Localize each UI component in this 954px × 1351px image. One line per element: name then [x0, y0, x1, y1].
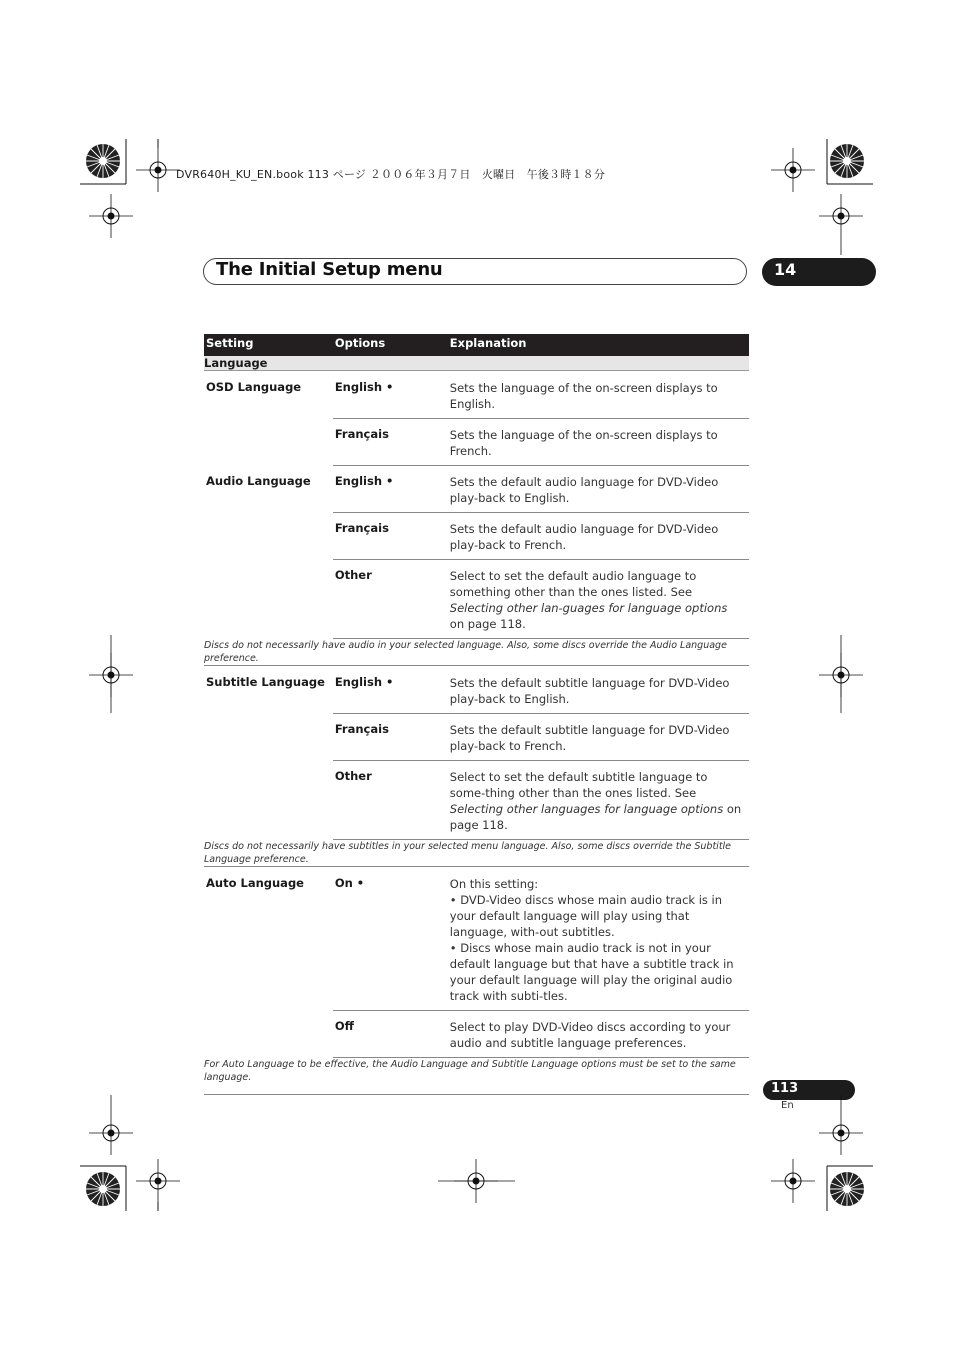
registration-mark: [771, 148, 815, 192]
setting-osd-language: OSD Language: [206, 380, 302, 394]
explanation-cell: Sets the default audio language for DVD-Video play-back to English.: [448, 466, 749, 513]
option-cell: English •: [333, 466, 448, 513]
chapter-number: 14: [774, 260, 797, 279]
option-cell: English •: [333, 666, 448, 714]
setting-audio-language: Audio Language: [206, 473, 311, 488]
registration-mark: [136, 1159, 180, 1203]
option-cell: Français: [333, 419, 448, 466]
print-book-info: DVR640H_KU_EN.book 113 ページ ２００６年３月７日 火曜日 午後３時１８分: [176, 168, 606, 181]
column-header-options: Options: [334, 336, 386, 350]
section-label: Language: [204, 356, 749, 371]
explanation-cell: Sets the default subtitle language for DVD-Video play-back to French.: [448, 714, 749, 761]
note-audio: Discs do not necessarily have audio in your selected language. Also, some discs override the Audio Language preference.: [204, 639, 749, 666]
option-cell: Off: [333, 1011, 448, 1058]
column-header-explanation: Explanation: [449, 336, 527, 350]
registration-mark: [136, 148, 180, 192]
registration-mark: [89, 194, 133, 238]
option-cell: Français: [333, 714, 448, 761]
star-target-mark: [86, 1172, 120, 1206]
setting-auto-language: Auto Language: [206, 876, 304, 890]
registration-mark: [89, 1111, 133, 1155]
option-cell: Other: [333, 761, 448, 840]
cross-reference: Selecting other languages for language options: [449, 802, 724, 816]
option-cell: Other: [333, 560, 448, 639]
option-cell: On •: [333, 867, 448, 1011]
star-target-mark: [830, 144, 864, 178]
registration-mark: [819, 1111, 863, 1155]
column-header-setting: Setting: [206, 336, 254, 350]
explanation-text: Select to set the default audio language to something other than the ones listed. See: [449, 569, 697, 599]
registration-mark: [819, 194, 863, 238]
page-number: 113: [771, 1081, 799, 1096]
setting-subtitle-language: Subtitle Language: [206, 675, 325, 689]
star-target-mark: [86, 144, 120, 178]
option-cell: English •: [333, 371, 448, 419]
cross-reference: Selecting other lan-guages for language options: [449, 601, 728, 615]
note-subtitle: Discs do not necessarily have subtitles in your selected menu language. Also, some discs override the Subtitle Language preference.: [204, 840, 749, 867]
page-language: En: [781, 1100, 794, 1111]
explanation-line: • Discs whose main audio track is not in your default language but that have a subtitle track in your default language will play the original audio track with subti-tles.: [449, 941, 734, 1003]
option-cell: Français: [333, 513, 448, 560]
explanation-cell: Sets the language of the on-screen displays to English.: [448, 371, 749, 419]
star-target-mark: [830, 1172, 864, 1206]
explanation-cell: Sets the language of the on-screen displays to French.: [448, 419, 749, 466]
page-title: The Initial Setup menu: [216, 259, 443, 280]
registration-mark: [771, 1159, 815, 1203]
explanation-text: Select to set the default subtitle language to some-thing other than the ones listed. See: [449, 770, 708, 800]
explanation-cell: Sets the default subtitle language for DVD-Video play-back to English.: [448, 666, 749, 714]
explanation-line: On this setting:: [449, 877, 539, 891]
explanation-cell: Select to play DVD-Video discs according to your audio and subtitle language preferences.: [448, 1011, 749, 1058]
page-reference: on page 118.: [449, 802, 742, 832]
explanation-line: • DVD-Video discs whose main audio track is in your default language will play using that language, with-out subtitles.: [449, 893, 723, 939]
explanation-cell: Sets the default audio language for DVD-Video play-back to French.: [448, 513, 749, 560]
note-auto: For Auto Language to be effective, the Audio Language and Subtitle Language options must be set to the same language.: [204, 1058, 749, 1095]
page-reference: on page 118.: [449, 617, 526, 631]
